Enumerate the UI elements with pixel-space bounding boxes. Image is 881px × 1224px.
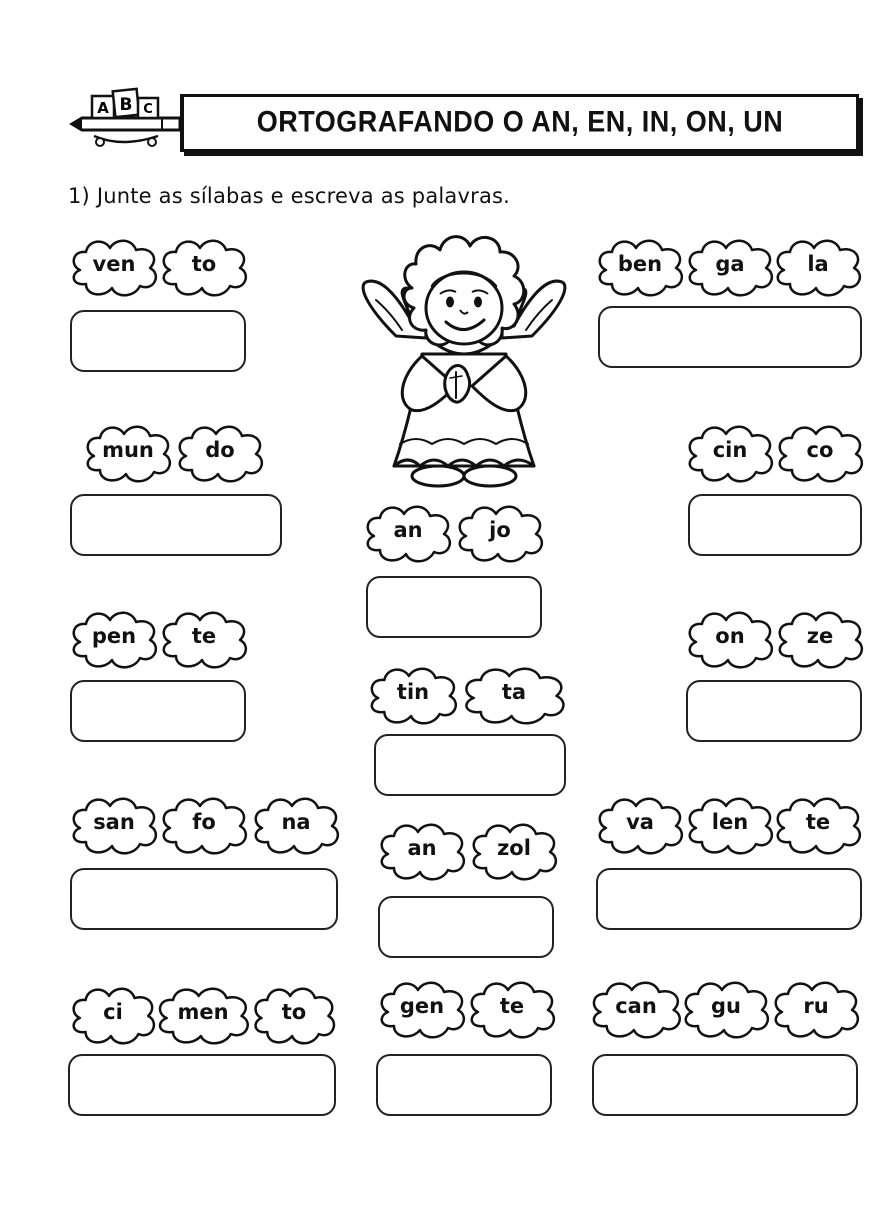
syllable-text: gen bbox=[399, 994, 445, 1018]
answer-box[interactable] bbox=[70, 868, 338, 930]
syllable-cloud bbox=[462, 664, 566, 726]
syllable-text: te bbox=[499, 994, 525, 1018]
answer-box[interactable] bbox=[374, 734, 566, 796]
syllable-text: to bbox=[281, 1000, 307, 1024]
syllable-text: va bbox=[626, 810, 654, 834]
syllable-text: la bbox=[807, 252, 829, 276]
abc-blocks-icon bbox=[62, 84, 190, 160]
syllable-text: do bbox=[205, 438, 235, 462]
instruction-text: 1) Junte as sílabas e escreva as palavras. bbox=[68, 184, 511, 208]
title-box bbox=[180, 94, 859, 152]
angel-illustration bbox=[356, 226, 572, 496]
syllable-cloud bbox=[596, 794, 684, 856]
answer-box[interactable] bbox=[686, 680, 862, 742]
syllable-text: an bbox=[393, 518, 423, 542]
syllable-text: ben bbox=[617, 252, 663, 276]
syllable-text: co bbox=[806, 438, 834, 462]
syllable-text: an bbox=[407, 836, 437, 860]
syllable-cloud bbox=[176, 422, 264, 484]
syllable-cloud bbox=[456, 502, 544, 564]
syllable-text: len bbox=[711, 810, 749, 834]
syllable-text: na bbox=[281, 810, 311, 834]
syllable-cloud bbox=[70, 236, 158, 298]
answer-box[interactable] bbox=[596, 868, 862, 930]
syllable-cloud bbox=[590, 978, 682, 1040]
answer-box[interactable] bbox=[688, 494, 862, 556]
answer-box[interactable] bbox=[378, 896, 554, 958]
syllable-text: men bbox=[177, 1000, 229, 1024]
syllable-text: san bbox=[93, 810, 135, 834]
syllable-text: can bbox=[615, 994, 657, 1018]
answer-box[interactable] bbox=[70, 494, 282, 556]
syllable-cloud bbox=[368, 664, 458, 726]
syllable-text: te bbox=[805, 810, 831, 834]
syllable-cloud bbox=[252, 794, 340, 856]
syllable-cloud bbox=[364, 502, 452, 564]
syllable-cloud bbox=[160, 794, 248, 856]
syllable-cloud bbox=[774, 794, 862, 856]
answer-box[interactable] bbox=[70, 310, 246, 372]
syllable-cloud bbox=[468, 978, 556, 1040]
syllable-cloud bbox=[596, 236, 684, 298]
syllable-cloud bbox=[160, 236, 248, 298]
answer-box[interactable] bbox=[376, 1054, 552, 1116]
syllable-cloud bbox=[378, 978, 466, 1040]
syllable-text: fo bbox=[192, 810, 216, 834]
syllable-cloud bbox=[686, 608, 774, 670]
answer-box[interactable] bbox=[592, 1054, 858, 1116]
syllable-cloud bbox=[686, 794, 774, 856]
syllable-text: gu bbox=[711, 994, 741, 1018]
syllable-cloud bbox=[378, 820, 466, 882]
syllable-text: mun bbox=[102, 438, 154, 462]
syllable-cloud bbox=[772, 978, 860, 1040]
syllable-cloud bbox=[774, 236, 862, 298]
syllable-cloud bbox=[70, 794, 158, 856]
answer-box[interactable] bbox=[366, 576, 542, 638]
syllable-cloud bbox=[776, 422, 864, 484]
syllable-cloud bbox=[156, 984, 250, 1046]
svg-text:A: A bbox=[97, 99, 109, 117]
syllable-text: ga bbox=[715, 252, 745, 276]
answer-box[interactable] bbox=[598, 306, 862, 368]
syllable-cloud bbox=[84, 422, 172, 484]
syllable-cloud bbox=[686, 236, 774, 298]
syllable-text: tin bbox=[396, 680, 430, 704]
syllable-text: ta bbox=[501, 680, 527, 704]
syllable-cloud bbox=[470, 820, 558, 882]
syllable-cloud bbox=[160, 608, 248, 670]
syllable-text: jo bbox=[489, 518, 511, 542]
syllable-text: ru bbox=[803, 994, 829, 1018]
syllable-text: pen bbox=[91, 624, 137, 648]
title-banner bbox=[62, 84, 858, 160]
syllable-cloud bbox=[252, 984, 336, 1046]
syllable-cloud bbox=[70, 608, 158, 670]
syllable-cloud bbox=[682, 978, 770, 1040]
syllable-text: zol bbox=[497, 836, 531, 860]
syllable-text: te bbox=[191, 624, 217, 648]
syllable-text: ze bbox=[806, 624, 834, 648]
syllable-text: cin bbox=[712, 438, 748, 462]
syllable-cloud bbox=[70, 984, 156, 1046]
page-title: ORTOGRAFANDO O AN, EN, IN, ON, UN bbox=[256, 105, 784, 139]
syllable-text: on bbox=[715, 624, 745, 648]
svg-text:C: C bbox=[143, 102, 153, 117]
svg-text:B: B bbox=[119, 95, 133, 115]
syllable-text: ven bbox=[92, 252, 136, 276]
answer-box[interactable] bbox=[70, 680, 246, 742]
syllable-text: to bbox=[191, 252, 217, 276]
syllable-text: ci bbox=[103, 1000, 123, 1024]
syllable-cloud bbox=[776, 608, 864, 670]
syllable-cloud bbox=[686, 422, 774, 484]
answer-box[interactable] bbox=[68, 1054, 336, 1116]
